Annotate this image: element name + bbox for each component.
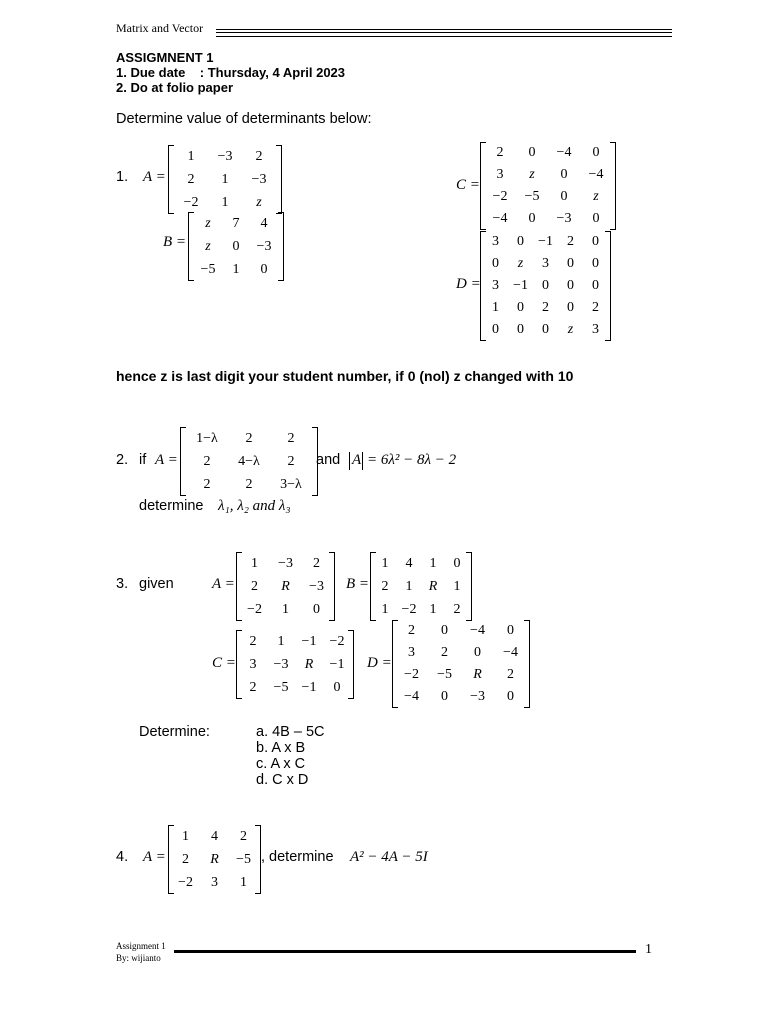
matrix-cell: 1−λ	[196, 430, 218, 446]
matrix-cell: −3	[278, 555, 293, 571]
matrix-cell: −5	[200, 261, 216, 277]
q4-determine: , determine	[261, 849, 334, 865]
matrix-cell: −5	[273, 679, 289, 695]
q1-number: 1.	[116, 169, 129, 185]
matrix-cell: 2	[249, 679, 257, 695]
matrix-cell: 3	[592, 322, 599, 337]
matrix-cell: 4	[405, 555, 413, 571]
matrix-cell: 0	[517, 322, 524, 337]
q2-number: 2.	[116, 452, 129, 468]
matrix-cell: 0	[260, 261, 268, 277]
matrix-cell: 0	[453, 555, 461, 571]
matrix-cell: 0	[560, 167, 568, 182]
matrix-cell: z	[529, 167, 535, 182]
q4-matrix-a	[168, 825, 261, 894]
matrix-cell: R	[304, 656, 314, 672]
q1-c-grid	[484, 142, 612, 230]
q3-matrix-d	[392, 620, 530, 708]
matrix-cell: z	[517, 256, 524, 271]
matrix-row	[186, 473, 312, 496]
matrix-cell: 0	[474, 645, 481, 660]
matrix-cell: 0	[528, 211, 536, 226]
matrix-row	[239, 676, 351, 699]
matrix-cell: 2	[245, 476, 253, 492]
matrix-row	[174, 145, 276, 168]
matrix-cell: 2	[240, 828, 247, 844]
matrix-row	[484, 164, 612, 186]
matrix-row	[395, 642, 527, 664]
q1-b-grid	[194, 212, 278, 281]
matrix-row	[483, 297, 608, 319]
matrix-cell: −1	[329, 656, 345, 672]
matrix-cell: 0	[542, 278, 549, 293]
header-rule-thick	[216, 32, 672, 33]
matrix-row	[174, 191, 276, 214]
matrix-cell: −3	[273, 656, 289, 672]
matrix-cell: R	[473, 667, 482, 682]
matrix-cell: 1	[277, 633, 285, 649]
matrix-cell: 1	[429, 601, 437, 617]
matrix-cell: −1	[301, 633, 317, 649]
matrix-cell: 2	[381, 578, 389, 594]
q3-b-label: B =	[346, 576, 370, 592]
matrix-cell: −2	[183, 194, 199, 210]
matrix-cell: 2	[453, 601, 461, 617]
matrix-cell: 0	[528, 145, 536, 160]
matrix-cell: 2	[245, 430, 253, 446]
matrix-row	[239, 598, 332, 621]
matrix-cell: 3	[542, 256, 549, 271]
matrix-cell: −2	[492, 189, 508, 204]
q3-number: 3.	[116, 576, 129, 592]
matrix-cell: z	[205, 215, 211, 231]
matrix-row	[395, 686, 527, 708]
matrix-row	[373, 552, 469, 575]
matrix-row	[194, 235, 278, 258]
matrix-row	[484, 186, 612, 208]
q2-a-label: A =	[155, 452, 178, 468]
matrix-cell: −2	[247, 601, 262, 617]
header-rule-thin-top	[216, 29, 672, 30]
assignment-title: ASSIGMNENT 1	[116, 50, 214, 65]
matrix-row	[171, 871, 258, 894]
matrix-row	[194, 258, 278, 281]
q1-matrix-b	[188, 212, 284, 281]
matrix-cell: 0	[492, 256, 499, 271]
matrix-cell: 1	[453, 578, 461, 594]
matrix-cell: 3	[492, 234, 499, 249]
q4-number: 4.	[116, 849, 129, 865]
matrix-cell: 2	[182, 851, 189, 867]
matrix-row	[171, 825, 258, 848]
matrix-cell: R	[210, 851, 219, 867]
matrix-cell: 2	[287, 430, 295, 446]
matrix-cell: 1	[232, 261, 240, 277]
matrix-cell: 0	[313, 601, 320, 617]
matrix-row	[239, 653, 351, 676]
matrix-cell: 2	[507, 667, 514, 682]
matrix-cell: −4	[588, 167, 604, 182]
q2-if: if	[139, 452, 147, 468]
matrix-cell: −1	[301, 679, 317, 695]
matrix-cell: 1	[240, 874, 247, 890]
matrix-row	[239, 575, 332, 598]
matrix-cell: 1	[221, 194, 229, 210]
matrix-cell: −5	[437, 667, 452, 682]
matrix-row	[373, 575, 469, 598]
matrix-cell: 1	[405, 578, 413, 594]
q3-task-b: b. A x B	[256, 740, 306, 756]
matrix-cell: 0	[517, 300, 524, 315]
matrix-cell: 7	[232, 215, 240, 231]
q2-a-grid	[186, 427, 312, 496]
q1-matrix-d	[480, 231, 611, 341]
q1-a-grid	[174, 145, 276, 214]
matrix-row	[373, 598, 469, 621]
matrix-cell: 2	[592, 300, 599, 315]
matrix-cell: −3	[217, 148, 233, 164]
matrix-cell: 2	[567, 234, 574, 249]
page-number: 1	[645, 942, 652, 957]
matrix-row	[395, 620, 527, 642]
matrix-cell: 3	[249, 656, 257, 672]
q1-b-label: B =	[163, 234, 187, 250]
matrix-cell: 3	[496, 167, 504, 182]
matrix-row	[484, 208, 612, 230]
matrix-cell: 2	[249, 633, 257, 649]
matrix-cell: 0	[492, 322, 499, 337]
q3-task-c: c. A x C	[256, 756, 306, 772]
matrix-cell: 1	[492, 300, 499, 315]
due-date: 1. Due date : Thursday, 4 April 2023	[116, 65, 346, 80]
q3-a-label: A =	[212, 576, 235, 592]
matrix-cell: 0	[517, 234, 524, 249]
q3-task-a: a. 4B – 5C	[256, 724, 325, 740]
matrix-cell: 2	[255, 148, 263, 164]
matrix-cell: 3	[492, 278, 499, 293]
q1-d-grid	[483, 231, 608, 341]
matrix-cell: z	[205, 238, 211, 254]
matrix-cell: −5	[236, 851, 251, 867]
matrix-cell: 0	[507, 689, 514, 704]
q3-determine: Determine:	[139, 724, 210, 740]
matrix-row	[239, 630, 351, 653]
matrix-cell: R	[428, 578, 438, 594]
matrix-row	[194, 212, 278, 235]
matrix-cell: 0	[441, 623, 448, 638]
matrix-cell: 2	[408, 623, 415, 638]
matrix-cell: −1	[513, 278, 528, 293]
matrix-cell: −3	[556, 211, 572, 226]
matrix-cell: −3	[256, 238, 272, 254]
matrix-row	[186, 450, 312, 473]
matrix-cell: 2	[313, 555, 320, 571]
q2-lambdas: λ₁, λ₂ and λ₃	[218, 498, 291, 514]
matrix-cell: 0	[592, 145, 600, 160]
matrix-cell: 1	[381, 555, 389, 571]
footer-assignment: Assignment 1	[116, 941, 166, 951]
matrix-cell: 2	[251, 578, 258, 594]
matrix-cell: 0	[592, 278, 599, 293]
q2-matrix-a	[180, 427, 318, 496]
footer-rule	[174, 950, 636, 953]
q1-matrix-c	[480, 142, 616, 230]
matrix-cell: z	[256, 194, 262, 210]
matrix-cell: 2	[203, 453, 211, 469]
q1-c-label: C =	[456, 177, 480, 193]
matrix-cell: 2	[542, 300, 549, 315]
matrix-cell: 0	[567, 278, 574, 293]
footer-author: By: wijianto	[116, 953, 161, 963]
z-note: hence z is last digit your student number, if 0 (nol) z changed with 10	[116, 368, 574, 384]
matrix-cell: −3	[309, 578, 324, 594]
matrix-cell: −2	[401, 601, 417, 617]
matrix-cell: z	[567, 322, 574, 337]
matrix-cell: 0	[542, 322, 549, 337]
matrix-cell: −5	[524, 189, 540, 204]
instruction: 2. Do at folio paper	[116, 80, 234, 95]
matrix-row	[186, 427, 312, 450]
matrix-cell: 1	[282, 601, 289, 617]
q2-and: and	[316, 452, 341, 468]
q2-determine: determine	[139, 498, 204, 514]
q3-task-d: d. C x D	[256, 772, 309, 788]
q3-c-grid	[239, 630, 351, 699]
matrix-cell: 2	[287, 453, 295, 469]
q3-a-grid	[239, 552, 332, 621]
matrix-row	[483, 319, 608, 341]
matrix-cell: 0	[232, 238, 240, 254]
matrix-cell: 4−λ	[238, 453, 260, 469]
matrix-row	[171, 848, 258, 871]
matrix-cell: 0	[333, 679, 341, 695]
q3-d-grid	[395, 620, 527, 708]
q3-matrix-a	[236, 552, 335, 621]
matrix-cell: 2	[203, 476, 211, 492]
q2-det-a: A	[349, 452, 363, 470]
matrix-cell: 0	[592, 211, 600, 226]
matrix-row	[484, 142, 612, 164]
matrix-cell: 1	[187, 148, 195, 164]
matrix-cell: 1	[221, 171, 229, 187]
matrix-cell: −2	[178, 874, 193, 890]
matrix-cell: 1	[251, 555, 258, 571]
matrix-cell: 0	[592, 256, 599, 271]
q3-matrix-b	[370, 552, 472, 621]
matrix-row	[395, 664, 527, 686]
q1-matrix-a	[168, 145, 282, 214]
q2-equation: = 6λ² − 8λ − 2	[367, 452, 457, 468]
matrix-row	[483, 275, 608, 297]
q3-matrix-c	[236, 630, 354, 699]
matrix-cell: 1	[182, 828, 189, 844]
matrix-cell: 0	[507, 623, 514, 638]
matrix-cell: 2	[496, 145, 504, 160]
q3-b-grid	[373, 552, 469, 621]
matrix-cell: −4	[470, 623, 485, 638]
matrix-cell: −4	[556, 145, 572, 160]
matrix-cell: 4	[260, 215, 268, 231]
matrix-cell: 3−λ	[280, 476, 302, 492]
q1-a-label: A =	[143, 169, 166, 185]
matrix-row	[239, 552, 332, 575]
matrix-cell: 3	[408, 645, 415, 660]
header-rule-thin-bottom	[216, 36, 672, 37]
matrix-cell: −4	[404, 689, 419, 704]
matrix-cell: −2	[329, 633, 345, 649]
matrix-cell: 0	[567, 256, 574, 271]
matrix-cell: −4	[503, 645, 518, 660]
matrix-cell: −3	[251, 171, 267, 187]
matrix-cell: 2	[441, 645, 448, 660]
q3-given: given	[139, 576, 174, 592]
intro-text: Determine value of determinants below:	[116, 111, 372, 127]
matrix-cell: 2	[187, 171, 195, 187]
q4-a-grid	[171, 825, 258, 894]
matrix-cell: 0	[560, 189, 568, 204]
matrix-row	[483, 253, 608, 275]
q3-d-label: D =	[367, 655, 392, 671]
q2-equation-rhs: 6λ² − 8λ − 2	[380, 452, 457, 468]
matrix-cell: 3	[211, 874, 218, 890]
q4-expression: A² − 4A − 5I	[350, 849, 428, 865]
matrix-cell: −1	[538, 234, 553, 249]
running-header: Matrix and Vector	[116, 21, 204, 35]
matrix-cell: 0	[567, 300, 574, 315]
matrix-cell: −2	[404, 667, 419, 682]
matrix-cell: −3	[470, 689, 485, 704]
q3-c-label: C =	[212, 655, 236, 671]
q1-d-label: D =	[456, 276, 481, 292]
matrix-cell: 1	[429, 555, 437, 571]
matrix-cell: 0	[441, 689, 448, 704]
matrix-cell: 0	[592, 234, 599, 249]
matrix-row	[483, 231, 608, 253]
matrix-cell: z	[593, 189, 599, 204]
matrix-cell: 1	[381, 601, 389, 617]
matrix-cell: R	[281, 578, 290, 594]
matrix-row	[174, 168, 276, 191]
q4-a-label: A =	[143, 849, 166, 865]
matrix-cell: 4	[211, 828, 218, 844]
matrix-cell: −4	[492, 211, 508, 226]
